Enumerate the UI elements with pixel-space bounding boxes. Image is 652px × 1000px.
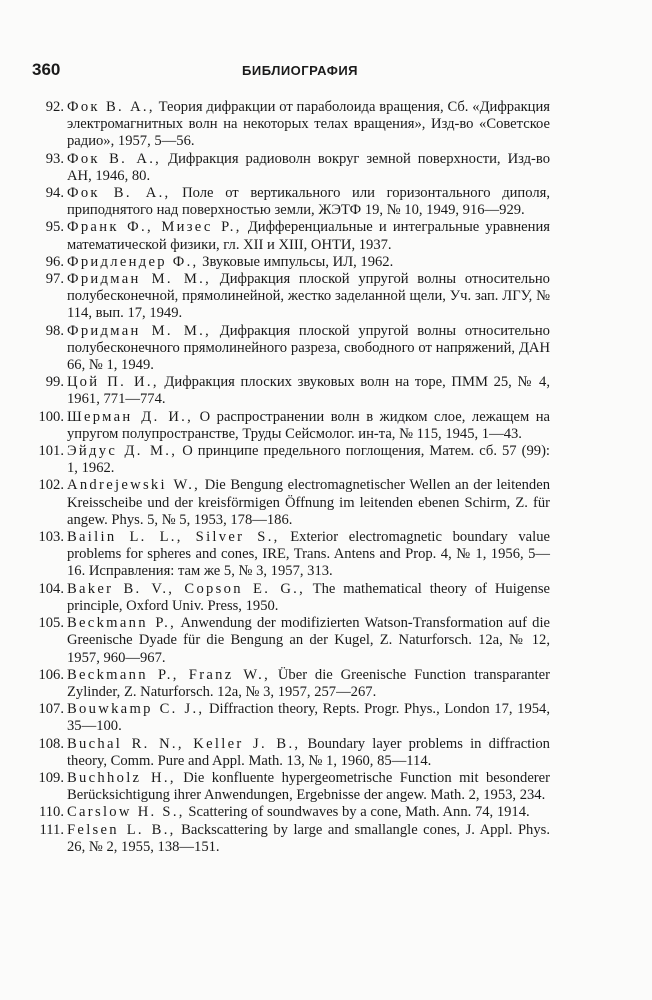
reference-author: Buchholz H.,: [67, 769, 176, 786]
reference-text: Дифференциальные и интегральные уравнения математической физики, гл. XII и XIII, ОНТИ, 1937.: [67, 219, 550, 253]
reference-number: 109.: [38, 769, 64, 786]
reference-author: Эйдус Д. М.,: [67, 443, 178, 460]
reference-text: Die konfluente hypergeometrische Function mit besonderer Berücksichtigung ihrer Anwendungen, Ergebnisse der angew. Math. 2, 1953, 234.: [67, 769, 550, 804]
reference-number: 96.: [45, 253, 64, 270]
reference-text: Die Bengung electromagnetischer Wellen an der leitenden Kreisscheibe und der kreisförmigen Öffnung im leitenden ebenen Schirm, Z. für angew. Phys. 5, № 5, 1953, 178—186.: [67, 477, 551, 528]
reference-author: Фридман М. М.,: [67, 322, 212, 339]
running-title: БИБЛИОГРАФИЯ: [242, 63, 359, 78]
page-number: 360: [32, 60, 61, 79]
reference-103: [30, 529, 550, 581]
reference-text: Дифракция плоской упругой волны относительно полубесконечного прямолинейного разреза, свободного от напряжений, ДАН 66, № 1, 1949.: [67, 322, 550, 374]
page-header: [32, 60, 552, 84]
reference-author: Andrejewski W.,: [67, 477, 201, 494]
reference-text: О принципе предельного поглощения, Матем. сб. 57 (99): 1, 1962.: [67, 443, 550, 477]
bibliography-list: [30, 99, 550, 856]
reference-author: Шерман Д. И.,: [67, 408, 194, 425]
reference-number: 103.: [38, 529, 64, 546]
reference-99: [30, 374, 550, 408]
reference-number: 102.: [38, 477, 64, 494]
reference-author: Buchal R. N., Keller J. B.,: [67, 735, 301, 752]
reference-102: [30, 477, 550, 529]
reference-95: [30, 219, 550, 253]
reference-author: Bouwkamp C. J.,: [67, 701, 205, 718]
reference-text: Boundary layer problems in diffraction theory, Comm. Pure and Appl. Math. 13, № 1, 1960, 85—114.: [67, 735, 550, 769]
reference-text: Backscattering by large and smallangle cones, J. Appl. Phys. 26, № 2, 1955, 138—151.: [67, 821, 550, 855]
reference-text: Поле от вертикального или горизонтального диполя, приподнятого над поверхностью земли, ЖЭТФ 19, № 10, 1949, 916—929.: [67, 185, 550, 219]
reference-94: [30, 185, 550, 219]
reference-author: Beckmann P., Franz W.,: [67, 666, 271, 683]
reference-number: 107.: [38, 701, 64, 718]
reference-author: Carslow H. S.,: [67, 804, 185, 821]
reference-author: Bailin L. L., Silver S.,: [67, 529, 280, 546]
reference-author: Фридлендер Ф.,: [67, 253, 199, 270]
reference-text: Дифракция радиоволн вокруг земной поверхности, Изд-во АН, 1946, 80.: [67, 150, 550, 184]
reference-number: 95.: [45, 219, 64, 236]
reference-author: Beckmann P.,: [67, 615, 177, 632]
reference-number: 108.: [38, 735, 64, 752]
reference-text: Scattering of soundwaves by a cone, Math. Ann. 74, 1914.: [184, 804, 530, 821]
reference-107: [30, 701, 550, 735]
reference-number: 100.: [38, 408, 64, 425]
reference-text: О распространении волн в жидком слое, лежащем на упругом полупространстве, Труды Сейсмолог. ин-та, № 115, 1945, 1—43.: [67, 408, 550, 442]
reference-number: 92.: [45, 99, 64, 115]
reference-96: [30, 254, 550, 271]
reference-101: [30, 443, 550, 477]
reference-number: 110.: [39, 804, 64, 821]
reference-author: Фок В. А.,: [67, 150, 162, 167]
reference-92: [30, 99, 550, 151]
reference-number: 97.: [45, 271, 64, 288]
reference-text: Дифракция плоских звуковых волн на торе, ПММ 25, № 4, 1961, 771—774.: [67, 374, 550, 408]
reference-105: [30, 615, 550, 667]
reference-text: Diffraction theory, Repts. Progr. Phys., London 17, 1954, 35—100.: [67, 701, 550, 735]
reference-number: 106.: [38, 666, 64, 683]
reference-number: 111.: [39, 821, 64, 838]
reference-text: The mathematical theory of Huigense principle, Oxford Univ. Press, 1950.: [67, 580, 550, 614]
reference-text: Exterior electromagnetic boundary value problems for spheres and cones, IRE, Trans. Antens and Prop. 4, № 1, 1956, 5—16. Исправления: там же 5, № 3, 1957, 313.: [67, 529, 550, 580]
reference-text: Anwendung der modifizierten Watson-Transformation auf die Greenische Dyade für die Bengung an der Kugel, Z. Naturforsch. 12a, № 12, 1957, 960—967.: [67, 615, 550, 666]
reference-number: 105.: [38, 615, 64, 632]
reference-number: 94.: [45, 185, 64, 202]
reference-106: [30, 667, 550, 701]
reference-97: [30, 271, 550, 323]
reference-number: 98.: [45, 322, 64, 339]
reference-111: [30, 822, 550, 856]
reference-number: 99.: [45, 374, 64, 391]
reference-93: [30, 151, 550, 185]
reference-number: 93.: [45, 150, 64, 167]
reference-text: Über die Greenische Function transparanter Zylinder, Z. Naturforsch. 12a, № 3, 1957, 257—267.: [67, 666, 550, 700]
reference-100: [30, 409, 550, 443]
reference-number: 101.: [38, 443, 64, 460]
reference-author: Фок В. А.,: [67, 185, 171, 202]
reference-98: [30, 323, 550, 375]
reference-text: Дифракция плоской упругой волны относительно полубесконечной, прямолинейной, жестко заделанной щели, Уч. зап. ЛГУ, № 114, вып. 17, 1949.: [67, 271, 550, 322]
reference-number: 104.: [38, 580, 64, 597]
reference-author: Франк Ф., Мизес Р.,: [67, 219, 242, 236]
reference-text: Звуковые импульсы, ИЛ, 1962.: [198, 253, 394, 270]
reference-108: [30, 736, 550, 770]
reference-109: [30, 770, 550, 804]
reference-text: Теория дифракции от параболоида вращения, Сб. «Дифракция электромагнитных волн на некоторых телах вращения», Изд-во «Советское радио», 1957, 5—56.: [67, 99, 551, 150]
reference-author: Фок В. А.,: [67, 99, 155, 115]
reference-author: Цой П. И.,: [67, 374, 159, 391]
reference-author: Felsen L. B.,: [67, 821, 176, 838]
reference-104: [30, 581, 550, 615]
reference-110: [30, 804, 550, 821]
reference-author: Фридман М. М.,: [67, 271, 212, 288]
reference-author: Baker B. V., Copson E. G.,: [67, 580, 306, 597]
